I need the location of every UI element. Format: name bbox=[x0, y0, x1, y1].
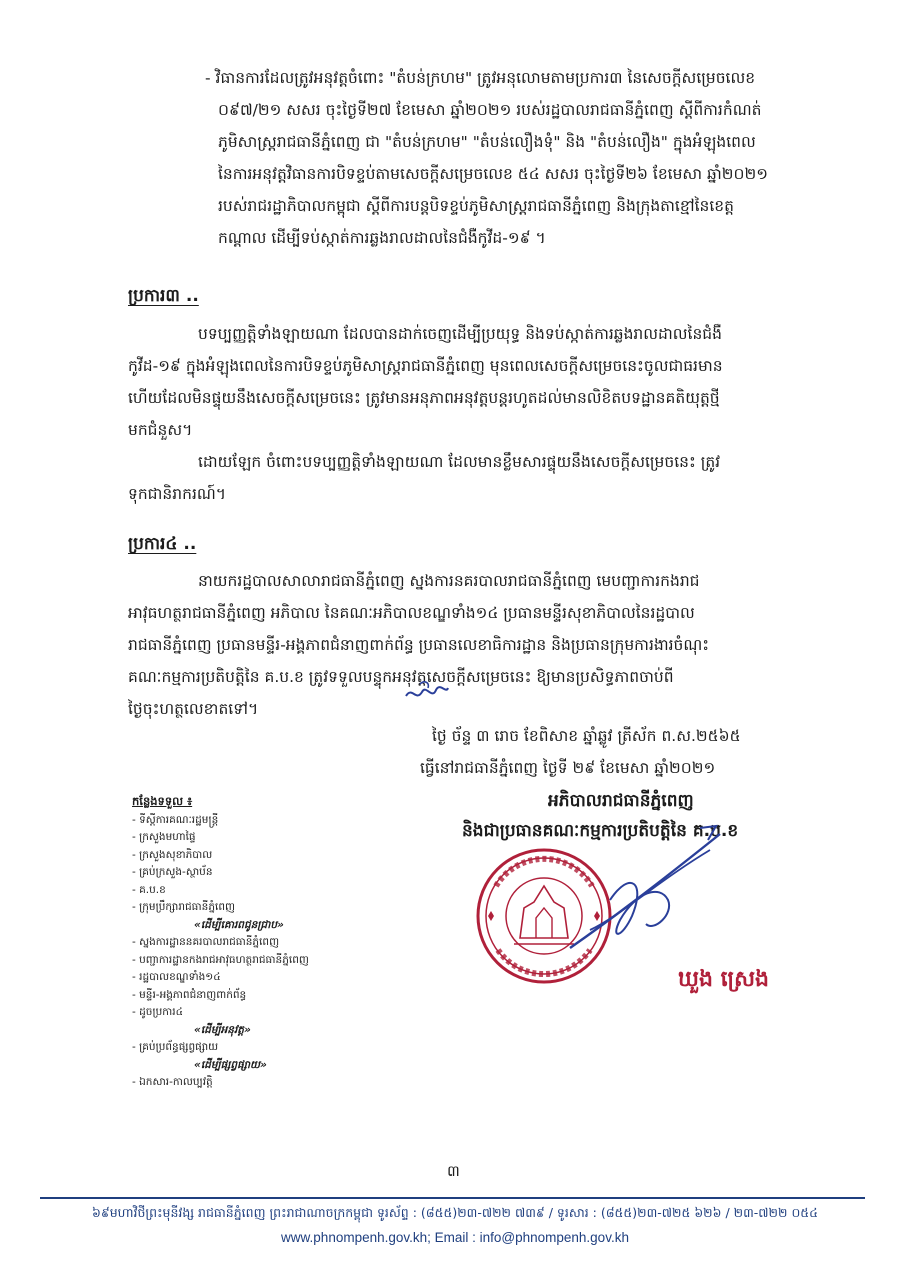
text-line: បទប្បញ្ញត្តិទាំងឡាយណា ដែលបានដាក់ចេញដើម្បីប្រយុទ្ធ និងទប់ស្កាត់ការឆ្លងរាលដាលនៃជំងឺ bbox=[198, 325, 722, 343]
signer-title: អភិបាលរាជធានីភ្នំពេញ bbox=[548, 791, 694, 811]
handwritten-initials-icon bbox=[402, 676, 452, 706]
list-purpose: «ដើម្បីផ្សព្វផ្សាយ» bbox=[194, 1058, 267, 1071]
list-item: - ឯកសារ-កាលប្បវត្តិ bbox=[132, 1076, 213, 1088]
list-item: - បញ្ជាការដ្ឋានកងរាជអាវុធហត្ថរាជធានីភ្នំពេញ bbox=[132, 953, 309, 966]
text-line: របស់រាជរដ្ឋាភិបាលកម្ពុជា ស្ដីពីការបន្តបិទខ្ទប់ភូមិសាស្ត្ររាជធានីភ្នំពេញ និងក្រុងតាខ្មៅនៃខេត្ត bbox=[218, 197, 734, 215]
list-item: - ទីស្ដីការគណៈរដ្ឋមន្ត្រី bbox=[132, 813, 219, 826]
article-3-paragraph bbox=[128, 318, 863, 510]
text-line: ភូមិសាស្ត្ររាជធានីភ្នំពេញ ជា "តំបន់ក្រហម" "តំបន់លឿងទុំ" និង "តំបន់លឿង" ក្នុងអំឡុងពេល bbox=[218, 133, 756, 151]
text-line: កណ្ដាល ដើម្បីទប់ស្កាត់ការឆ្លងរាលដាលនៃជំងឺកូវីដ-១៩ ។ bbox=[218, 229, 546, 247]
lunar-date: ថ្ងៃ ច័ន្ទ ៣ រោច ខែពិសាខ ឆ្នាំឆ្លូវ ត្រីស័ក ព.ស.២៥៦៥ bbox=[432, 727, 741, 745]
text-line: គណៈកម្មការប្រតិបត្តិនៃ គ.ប.ខ ត្រូវទទួលបន្ទុកអនុវត្តសេចក្ដីសម្រេចនេះ ឱ្យមានប្រសិទ្ធភាពចាប់ពី bbox=[128, 668, 674, 686]
list-item: - ស្នងការដ្ឋាននគរបាលរាជធានីភ្នំពេញ bbox=[132, 936, 280, 948]
distribution-list bbox=[132, 793, 372, 1092]
text-line: អាវុធហត្ថរាជធានីភ្នំពេញ អភិបាល នៃគណៈអភិបាលខណ្ឌទាំង១៤ ប្រធានមន្ទីរសុខាភិបាលនៃរដ្ឋបាល bbox=[128, 604, 695, 622]
list-purpose: «ដើម្បីគោរពជូនជ្រាប» bbox=[194, 918, 284, 931]
list-item: - គ្រប់ក្រសួង-ស្ថាប័ន bbox=[132, 866, 213, 878]
list-item: - គ្រប់ប្រព័ន្ធផ្សព្វផ្សាយ bbox=[132, 1041, 219, 1053]
text-line: ដោយឡែក ចំពោះបទប្បញ្ញត្តិទាំងឡាយណា ដែលមានខ្លឹមសារផ្ទុយនឹងសេចក្ដីសម្រេចនេះ ត្រូវ bbox=[198, 453, 721, 471]
text-line: ០៩៧/២១ សសរ ចុះថ្ងៃទី២៧ ខែមេសា ឆ្នាំ២០២១ របស់រដ្ឋបាលរាជធានីភ្នំពេញ ស្ដីពីការកំណត់ bbox=[218, 101, 762, 119]
text-line: ហើយដែលមិនផ្ទុយនឹងសេចក្ដីសម្រេចនេះ ត្រូវមានអនុភាពអនុវត្តបន្តរហូតដល់មានលិខិតបទដ្ឋានគតិយុត្តថ្មី bbox=[128, 389, 720, 407]
footer-address: ៦៩មហាវិថីព្រះមុនីវង្ស រាជធានីភ្នំពេញ ព្រះរាជាណាចក្រកម្ពុជា ទូរស័ព្ទ : (៨៥៥)២៣-៧២២ ៧៣៩ / ទូរសារ : (៨៥៥)២៣-៧២៥ ៦២៦ / ២៣-៧២២ ០៥៤ bbox=[92, 1205, 818, 1220]
text-line: កូវីដ-១៩ ក្នុងអំឡុងពេលនៃការបិទខ្ទប់ភូមិសាស្ត្ររាជធានីភ្នំពេញ មុនពេលសេចក្ដីសម្រេចនេះចូលជាធរមាន bbox=[128, 357, 723, 375]
signer-name: ឃួង ស្រេង bbox=[678, 967, 770, 992]
list-item: - ក្រសួងមហាផ្ទៃ bbox=[132, 831, 196, 843]
intro-paragraph bbox=[205, 62, 865, 94]
solar-date: ធ្វើនៅរាជធានីភ្នំពេញ ថ្ងៃទី ២៩ ខែមេសា ឆ្នាំ២០២១ bbox=[420, 759, 716, 777]
text-line: នាយករដ្ឋបាលសាលារាជធានីភ្នំពេញ ស្នងការនគរបាលរាជធានីភ្នំពេញ មេបញ្ជាការកងរាជ bbox=[198, 572, 700, 590]
text-line: ទុកជានិរាករណ៍។ bbox=[128, 485, 227, 503]
signer-title-2: និងជាប្រធានគណៈកម្មការប្រតិបត្តិនៃ គ.ប.ខ bbox=[462, 821, 739, 841]
list-item: - ដូចប្រការ៤ bbox=[132, 1006, 184, 1018]
footer-website-link[interactable]: www.phnompenh.gov.kh; Email : info@phnompenh.gov.kh bbox=[281, 1230, 629, 1245]
text-line: នៃការអនុវត្តវិធានការបិទខ្ទប់តាមសេចក្ដីសម្រេចលេខ ៥៤ សសរ ចុះថ្ងៃទី២៦ ខែមេសា ឆ្នាំ២០២១ bbox=[218, 165, 768, 183]
page-number: ៣ bbox=[447, 1162, 460, 1180]
text-line: រាជធានីភ្នំពេញ ប្រធានមន្ទីរ-អង្គភាពជំនាញពាក់ព័ន្ធ ប្រធានលេខាធិការដ្ឋាន និងប្រធានក្រុមការងារចំណុះ bbox=[128, 636, 710, 654]
intro-paragraph-cont bbox=[218, 94, 865, 254]
article-4-heading: ប្រការ៤ .. bbox=[128, 534, 197, 554]
text-line: ថ្ងៃចុះហត្ថលេខាតទៅ។ bbox=[128, 700, 259, 718]
text-line: មកជំនួស។ bbox=[128, 421, 193, 439]
text-line: - វិធានការដែលត្រូវអនុវត្តចំពោះ "តំបន់ក្រហម" ត្រូវអនុលោមតាមប្រការ៣ នៃសេចក្ដីសម្រេចលេខ bbox=[205, 69, 756, 87]
article-3-heading: ប្រការ៣ .. bbox=[128, 286, 199, 306]
list-item: - មន្ទីរ-អង្គភាពជំនាញពាក់ព័ន្ធ bbox=[132, 988, 247, 1001]
footer-divider bbox=[40, 1197, 865, 1199]
distribution-title: កន្លែងទទួល ៖ bbox=[132, 794, 193, 808]
list-item: - ក្រសួងសុខាភិបាល bbox=[132, 848, 213, 861]
article-4-paragraph bbox=[128, 565, 863, 725]
list-item: - រដ្ឋបាលខណ្ឌទាំង១៤ bbox=[132, 971, 221, 983]
list-item: - ក្រុមប្រឹក្សារាជធានីភ្នំពេញ bbox=[132, 901, 236, 913]
list-purpose: «ដើម្បីអនុវត្ត» bbox=[194, 1023, 251, 1036]
list-item: - គ.ប.ខ bbox=[132, 883, 166, 896]
handwritten-signature-icon bbox=[550, 820, 730, 970]
